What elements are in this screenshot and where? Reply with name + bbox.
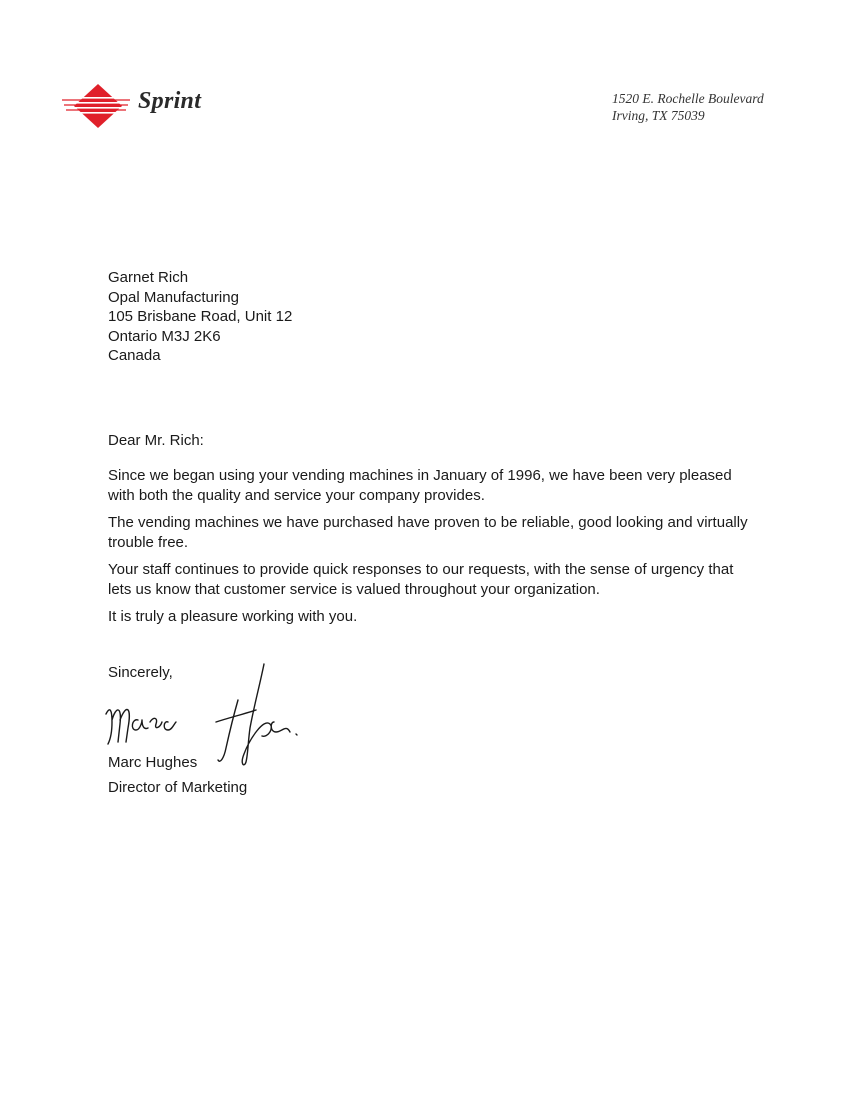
signer-block: [108, 750, 247, 800]
signer-title: Director of Marketing: [108, 779, 248, 796]
paragraph: Since we began using your vending machines in January of 1996, we have been very pleased with both the quality and service your company provides.: [108, 467, 732, 504]
sprint-logo: [60, 82, 220, 132]
diamond-logo-icon: [60, 82, 132, 130]
paragraph: Your staff continues to provide quick responses to our requests, with the sense of urgency that lets us know that customer service is valued throughout your organization.: [108, 561, 734, 598]
recipient-company: Opal Manufacturing: [108, 288, 239, 306]
sender-address-line1: 1520 E. Rochelle Boulevard: [612, 91, 764, 106]
brand-name: Sprint: [138, 88, 202, 114]
sender-address-line2: Irving, TX 75039: [612, 108, 705, 123]
paragraph: The vending machines we have purchased have proven to be reliable, good looking and virtually trouble free.: [108, 514, 748, 551]
letter-body: [108, 466, 758, 635]
recipient-address: [108, 268, 292, 366]
closing: Sincerely,: [108, 664, 173, 681]
paragraph: It is truly a pleasure working with you.: [108, 608, 358, 625]
recipient-country: Canada: [108, 347, 161, 364]
signer-name: Marc Hughes: [108, 754, 198, 771]
recipient-city: Ontario M3J 2K6: [108, 327, 221, 345]
salutation: Dear Mr. Rich:: [108, 432, 204, 449]
recipient-name: Garnet Rich: [108, 269, 189, 286]
sender-address: [612, 90, 764, 124]
recipient-street: 105 Brisbane Road, Unit 12: [108, 308, 293, 325]
